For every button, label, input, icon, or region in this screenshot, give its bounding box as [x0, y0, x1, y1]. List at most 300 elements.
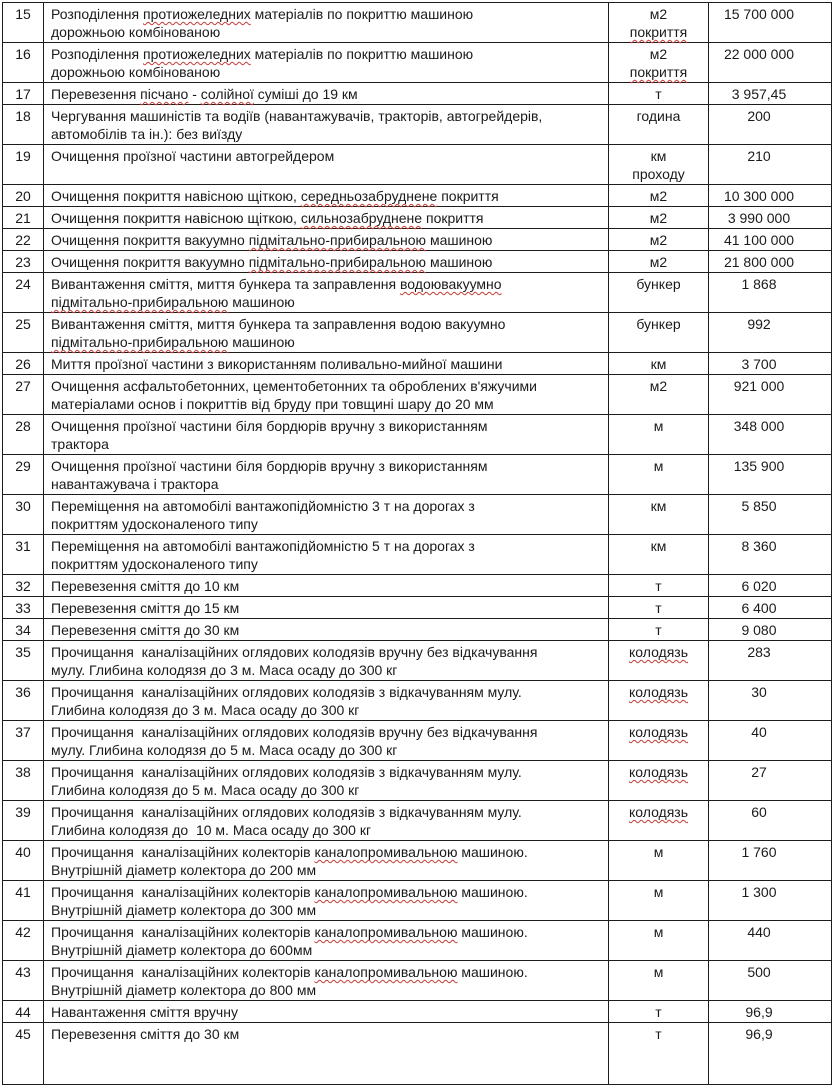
row-number-cell: 33	[3, 597, 44, 619]
text-segment: Очищення покриття навісною щіткою,	[51, 210, 301, 226]
text-segment: Прочищання каналізаційних колекторів	[51, 924, 315, 940]
description-line	[51, 417, 604, 435]
description-line	[51, 701, 604, 719]
text-segment: Прочищання каналізаційних оглядових колодязів з відкачуванням мулу.	[51, 764, 522, 780]
text-segment: покриття	[422, 210, 484, 226]
value-cell: 21 800 000	[709, 251, 832, 273]
row-number-cell: 23	[3, 251, 44, 273]
description-cell	[44, 495, 609, 535]
text-segment: Чергування машиністів та водіїв (навантажувачів, тракторів, автогрейдерів,	[51, 108, 543, 124]
description-line	[51, 107, 604, 125]
text-segment: покриття	[437, 188, 499, 204]
value-cell: 10 300 000	[709, 185, 832, 207]
unit-line	[613, 107, 704, 125]
text-segment: матеріалів по покриттю машиною	[250, 46, 474, 62]
misspelled-text: колодязь	[628, 764, 689, 780]
text-segment: проходу	[632, 166, 685, 182]
text-segment: Вивантаження сміття, миття бункера та заправлення водою вакуумно	[51, 316, 506, 332]
text-segment: бункер	[636, 316, 681, 332]
text-segment: Внутрішній діаметр колектора до 800 мм	[51, 982, 317, 998]
text-segment: Вивантаження сміття, миття бункера та заправлення	[51, 276, 401, 292]
table-row	[3, 1001, 832, 1023]
text-segment: м2	[649, 188, 668, 204]
row-number-cell: 44	[3, 1001, 44, 1023]
misspelled-text: пісчано	[140, 86, 189, 102]
text-segment: Очищення проїзної частини автогрейдером	[51, 148, 335, 164]
unit-line	[613, 5, 704, 23]
description-cell	[44, 1001, 609, 1023]
text-segment: Очищення покриття вакуумно	[51, 232, 249, 248]
misspelled-text: сильнозабруднене	[300, 210, 423, 226]
table-row	[3, 105, 832, 145]
description-line	[51, 861, 604, 879]
text-segment: Навантаження сміття вручну	[51, 1004, 238, 1020]
row-number-cell: 19	[3, 145, 44, 185]
description-cell	[44, 721, 609, 761]
description-line	[51, 555, 604, 573]
description-line	[51, 661, 604, 679]
table-row	[3, 619, 832, 641]
text-segment: -	[188, 86, 201, 102]
description-line	[51, 683, 604, 701]
value-cell: 3 700	[709, 353, 832, 375]
description-line	[51, 395, 604, 413]
value-cell: 348 000	[709, 415, 832, 455]
value-cell: 9 080	[709, 619, 832, 641]
value-cell: 96,9	[709, 1023, 832, 1085]
value-cell: 5 850	[709, 495, 832, 535]
unit-line	[613, 763, 704, 781]
description-line	[51, 843, 604, 861]
unit-line	[613, 377, 704, 395]
text-segment: м	[653, 924, 664, 940]
row-number-cell: 22	[3, 229, 44, 251]
text-segment: т	[655, 1004, 662, 1020]
text-segment: т	[655, 600, 662, 616]
description-line	[51, 1003, 604, 1021]
table-row	[3, 881, 832, 921]
value-cell: 6 400	[709, 597, 832, 619]
unit-cell	[609, 105, 709, 145]
row-number-cell: 30	[3, 495, 44, 535]
table-row	[3, 3, 832, 43]
value-cell: 1 760	[709, 841, 832, 881]
value-cell: 6 020	[709, 575, 832, 597]
misspelled-text: каналопромивальною	[314, 844, 458, 860]
text-segment: м2	[649, 46, 668, 62]
text-segment: навантажувача і трактора	[51, 476, 219, 492]
table-row	[3, 597, 832, 619]
table-row	[3, 841, 832, 881]
value-cell: 27	[709, 761, 832, 801]
description-line	[51, 803, 604, 821]
unit-line	[613, 63, 704, 81]
description-line	[51, 355, 604, 373]
text-segment: Внутрішній діаметр колектора до 600мм	[51, 942, 313, 958]
description-cell	[44, 761, 609, 801]
maintenance-works-table	[2, 2, 832, 1085]
unit-cell	[609, 495, 709, 535]
table-row	[3, 535, 832, 575]
unit-line	[613, 1003, 704, 1021]
row-number-cell: 39	[3, 801, 44, 841]
unit-cell	[609, 801, 709, 841]
unit-line	[613, 275, 704, 293]
unit-line	[613, 963, 704, 981]
misspelled-text: каналопромивальною	[314, 884, 458, 900]
table-row	[3, 495, 832, 535]
text-segment: Перевезення сміття до 30 км	[51, 1026, 240, 1042]
unit-cell	[609, 881, 709, 921]
description-cell	[44, 229, 609, 251]
table-row	[3, 415, 832, 455]
unit-line	[613, 417, 704, 435]
description-line	[51, 923, 604, 941]
row-number-cell: 16	[3, 43, 44, 83]
description-line	[51, 435, 604, 453]
unit-line	[613, 643, 704, 661]
text-segment: км	[650, 498, 667, 514]
unit-cell	[609, 535, 709, 575]
unit-cell	[609, 313, 709, 353]
text-segment: км	[650, 148, 667, 164]
unit-line	[613, 923, 704, 941]
description-line	[51, 475, 604, 493]
unit-line	[613, 355, 704, 373]
text-segment: машиною	[426, 254, 493, 270]
unit-cell	[609, 1001, 709, 1023]
value-cell: 96,9	[709, 1001, 832, 1023]
unit-cell	[609, 597, 709, 619]
unit-line	[613, 231, 704, 249]
unit-line	[613, 147, 704, 165]
text-segment: дорожньою комбінованою	[51, 64, 221, 80]
value-cell: 3 990 000	[709, 207, 832, 229]
unit-line	[613, 497, 704, 515]
table-row	[3, 641, 832, 681]
value-cell: 15 700 000	[709, 3, 832, 43]
unit-line	[613, 683, 704, 701]
table-row	[3, 921, 832, 961]
text-segment: м2	[649, 210, 668, 226]
table-body	[3, 3, 832, 1085]
row-number-cell: 45	[3, 1023, 44, 1085]
misspelled-text: середньозабруднене	[300, 188, 438, 204]
value-cell: 30	[709, 681, 832, 721]
unit-cell	[609, 43, 709, 83]
description-line	[51, 981, 604, 999]
unit-cell	[609, 761, 709, 801]
text-segment: Прочищання каналізаційних колекторів	[51, 964, 315, 980]
misspelled-text: солійної	[200, 86, 254, 102]
misspelled-text: каналопромивальною	[314, 964, 458, 980]
description-line	[51, 85, 604, 103]
description-line	[51, 741, 604, 759]
table-row	[3, 1023, 832, 1085]
misspelled-text: покриття	[629, 24, 688, 40]
text-segment: м2	[649, 6, 668, 22]
description-line	[51, 209, 604, 227]
description-cell	[44, 415, 609, 455]
text-segment: м2	[649, 378, 668, 394]
row-number-cell: 40	[3, 841, 44, 881]
text-segment: км	[650, 538, 667, 554]
table-row	[3, 229, 832, 251]
row-number-cell: 43	[3, 961, 44, 1001]
row-number-cell: 21	[3, 207, 44, 229]
text-segment: Прочищання каналізаційних оглядових колодязів з відкачуванням мулу.	[51, 804, 522, 820]
text-segment: Прочищання каналізаційних оглядових колодязів вручну без відкачування	[51, 724, 538, 740]
description-cell	[44, 921, 609, 961]
text-segment: Перевезення сміття до 10 км	[51, 578, 240, 594]
unit-cell	[609, 575, 709, 597]
text-segment: матеріалів по покриттю машиною	[250, 6, 474, 22]
text-segment: Перевезення сміття до 30 км	[51, 622, 240, 638]
text-segment: Очищення проїзної частини біля бордюрів вручну з використанням	[51, 458, 488, 474]
description-line	[51, 599, 604, 617]
unit-cell	[609, 619, 709, 641]
text-segment: трактора	[51, 436, 109, 452]
description-line	[51, 63, 604, 81]
row-number-cell: 34	[3, 619, 44, 641]
description-line	[51, 1025, 604, 1043]
misspelled-text: підмітально-прибиральною	[51, 334, 229, 350]
unit-cell	[609, 185, 709, 207]
text-segment: м2	[649, 232, 668, 248]
row-number-cell: 38	[3, 761, 44, 801]
unit-line	[613, 883, 704, 901]
value-cell: 500	[709, 961, 832, 1001]
table-row	[3, 961, 832, 1001]
misspelled-text: каналопромивальною	[314, 924, 458, 940]
misspelled-text: протиожеледних	[143, 46, 251, 62]
text-segment: Прочищання каналізаційних колекторів	[51, 884, 315, 900]
description-line	[51, 5, 604, 23]
description-line	[51, 377, 604, 395]
value-cell: 22 000 000	[709, 43, 832, 83]
value-cell: 3 957,45	[709, 83, 832, 105]
table-row	[3, 375, 832, 415]
description-cell	[44, 575, 609, 597]
unit-cell	[609, 251, 709, 273]
unit-line	[613, 1025, 704, 1043]
description-line	[51, 883, 604, 901]
text-segment: т	[655, 622, 662, 638]
table-row	[3, 83, 832, 105]
table-row	[3, 313, 832, 353]
value-cell: 921 000	[709, 375, 832, 415]
unit-cell	[609, 145, 709, 185]
misspelled-text: протиожеледних	[143, 6, 251, 22]
description-line	[51, 781, 604, 799]
text-segment: автомобілів та ін.): без виїзду	[51, 126, 243, 142]
text-segment: машиною	[228, 334, 295, 350]
text-segment: машиною.	[457, 884, 528, 900]
text-segment: бункер	[636, 276, 681, 292]
description-line	[51, 621, 604, 639]
description-line	[51, 577, 604, 595]
text-segment: Глибина колодязя до 3 м. Маса осаду до 300 кг	[51, 702, 360, 718]
row-number-cell: 31	[3, 535, 44, 575]
table-row	[3, 455, 832, 495]
table-row	[3, 273, 832, 313]
unit-cell	[609, 375, 709, 415]
table-row	[3, 185, 832, 207]
table-row	[3, 251, 832, 273]
description-line	[51, 497, 604, 515]
description-cell	[44, 313, 609, 353]
text-segment: Очищення асфальтобетонних, цементобетонних та оброблених в'яжучими	[51, 378, 537, 394]
description-cell	[44, 681, 609, 721]
description-line	[51, 537, 604, 555]
text-segment: м	[653, 844, 664, 860]
misspelled-text: покриття	[629, 64, 688, 80]
unit-cell	[609, 841, 709, 881]
row-number-cell: 18	[3, 105, 44, 145]
misspelled-text: підмітально-прибиральною	[248, 254, 427, 270]
row-number-cell: 28	[3, 415, 44, 455]
text-segment: покриттям удосконаленого типу	[51, 556, 258, 572]
unit-cell	[609, 961, 709, 1001]
row-number-cell: 35	[3, 641, 44, 681]
description-cell	[44, 145, 609, 185]
unit-line	[613, 621, 704, 639]
table-row	[3, 761, 832, 801]
unit-line	[613, 253, 704, 271]
misspelled-text: підмітально-прибиральною	[51, 294, 229, 310]
description-line	[51, 275, 604, 293]
unit-line	[613, 165, 704, 183]
unit-line	[613, 577, 704, 595]
description-cell	[44, 353, 609, 375]
unit-cell	[609, 273, 709, 313]
text-segment: матеріалами основ і покриттів від бруду при товщині шару до 20 мм	[51, 396, 494, 412]
text-segment: мулу. Глибина колодязя до 3 м. Маса осаду до 300 кг	[51, 662, 398, 678]
unit-cell	[609, 229, 709, 251]
value-cell: 210	[709, 145, 832, 185]
text-segment: машиною.	[457, 924, 528, 940]
unit-line	[613, 537, 704, 555]
unit-cell	[609, 83, 709, 105]
text-segment: Розподілення	[51, 46, 143, 62]
text-segment: Очищення проїзної частини біля бордюрів вручну з використанням	[51, 418, 488, 434]
value-cell: 1 868	[709, 273, 832, 313]
misspelled-text: колодязь	[628, 804, 689, 820]
text-segment: Внутрішній діаметр колектора до 200 мм	[51, 862, 317, 878]
description-cell	[44, 535, 609, 575]
text-segment: дорожньою комбінованою	[51, 24, 221, 40]
unit-line	[613, 315, 704, 333]
text-segment: Перевезення сміття до 15 км	[51, 600, 240, 616]
text-segment: Прочищання каналізаційних колекторів	[51, 844, 315, 860]
text-segment: т	[655, 1026, 662, 1042]
unit-line	[613, 23, 704, 41]
text-segment: Переміщення на автомобілі вантажопідйомністю 5 т на дорогах з	[51, 538, 475, 554]
value-cell: 40	[709, 721, 832, 761]
text-segment: Внутрішній діаметр колектора до 300 мм	[51, 902, 317, 918]
description-line	[51, 821, 604, 839]
text-segment: мулу. Глибина колодязя до 5 м. Маса осаду до 300 кг	[51, 742, 398, 758]
unit-cell	[609, 1023, 709, 1085]
description-cell	[44, 597, 609, 619]
text-segment: м	[653, 964, 664, 980]
unit-cell	[609, 415, 709, 455]
text-segment: Глибина колодязя до 5 м. Маса осаду до 300 кг	[51, 782, 360, 798]
text-segment: покриттям удосконаленого типу	[51, 516, 258, 532]
value-cell: 41 100 000	[709, 229, 832, 251]
description-line	[51, 333, 604, 351]
row-number-cell: 29	[3, 455, 44, 495]
value-cell: 60	[709, 801, 832, 841]
unit-cell	[609, 207, 709, 229]
text-segment: Розподілення	[51, 6, 143, 22]
text-segment: м	[653, 458, 664, 474]
unit-line	[613, 45, 704, 63]
description-cell	[44, 185, 609, 207]
description-cell	[44, 375, 609, 415]
text-segment: т	[655, 578, 662, 594]
row-number-cell: 26	[3, 353, 44, 375]
unit-line	[613, 599, 704, 617]
text-segment: суміші до 19 км	[253, 86, 358, 102]
row-number-cell: 41	[3, 881, 44, 921]
misspelled-text: водоювакуумно	[400, 276, 502, 292]
value-cell: 8 360	[709, 535, 832, 575]
text-segment: км	[650, 356, 667, 372]
description-cell	[44, 207, 609, 229]
description-line	[51, 963, 604, 981]
row-number-cell: 32	[3, 575, 44, 597]
table-row	[3, 575, 832, 597]
misspelled-text: колодязь	[628, 724, 689, 740]
unit-line	[613, 457, 704, 475]
table-row	[3, 207, 832, 229]
text-segment: Глибина колодязя до 10 м. Маса осаду до 300 кг	[51, 822, 372, 838]
unit-line	[613, 187, 704, 205]
unit-cell	[609, 3, 709, 43]
unit-cell	[609, 681, 709, 721]
table-row	[3, 721, 832, 761]
description-line	[51, 901, 604, 919]
text-segment: Миття проїзної частини з використанням поливально-мийної машини	[51, 356, 503, 372]
text-segment: Перевезення	[51, 86, 141, 102]
description-cell	[44, 641, 609, 681]
description-line	[51, 457, 604, 475]
row-number-cell: 25	[3, 313, 44, 353]
value-cell: 283	[709, 641, 832, 681]
text-segment: Прочищання каналізаційних оглядових колодязів вручну без відкачування	[51, 644, 538, 660]
row-number-cell: 15	[3, 3, 44, 43]
value-cell: 135 900	[709, 455, 832, 495]
value-cell: 200	[709, 105, 832, 145]
unit-cell	[609, 455, 709, 495]
text-segment: машиною.	[457, 964, 528, 980]
text-segment: м	[653, 884, 664, 900]
text-segment: м2	[649, 254, 668, 270]
description-line	[51, 515, 604, 533]
table-row	[3, 801, 832, 841]
description-line	[51, 125, 604, 143]
text-segment: Переміщення на автомобілі вантажопідйомністю 3 т на дорогах з	[51, 498, 475, 514]
unit-line	[613, 209, 704, 227]
unit-cell	[609, 353, 709, 375]
unit-line	[613, 843, 704, 861]
row-number-cell: 36	[3, 681, 44, 721]
description-line	[51, 45, 604, 63]
description-line	[51, 293, 604, 311]
table-row	[3, 353, 832, 375]
description-line	[51, 147, 604, 165]
